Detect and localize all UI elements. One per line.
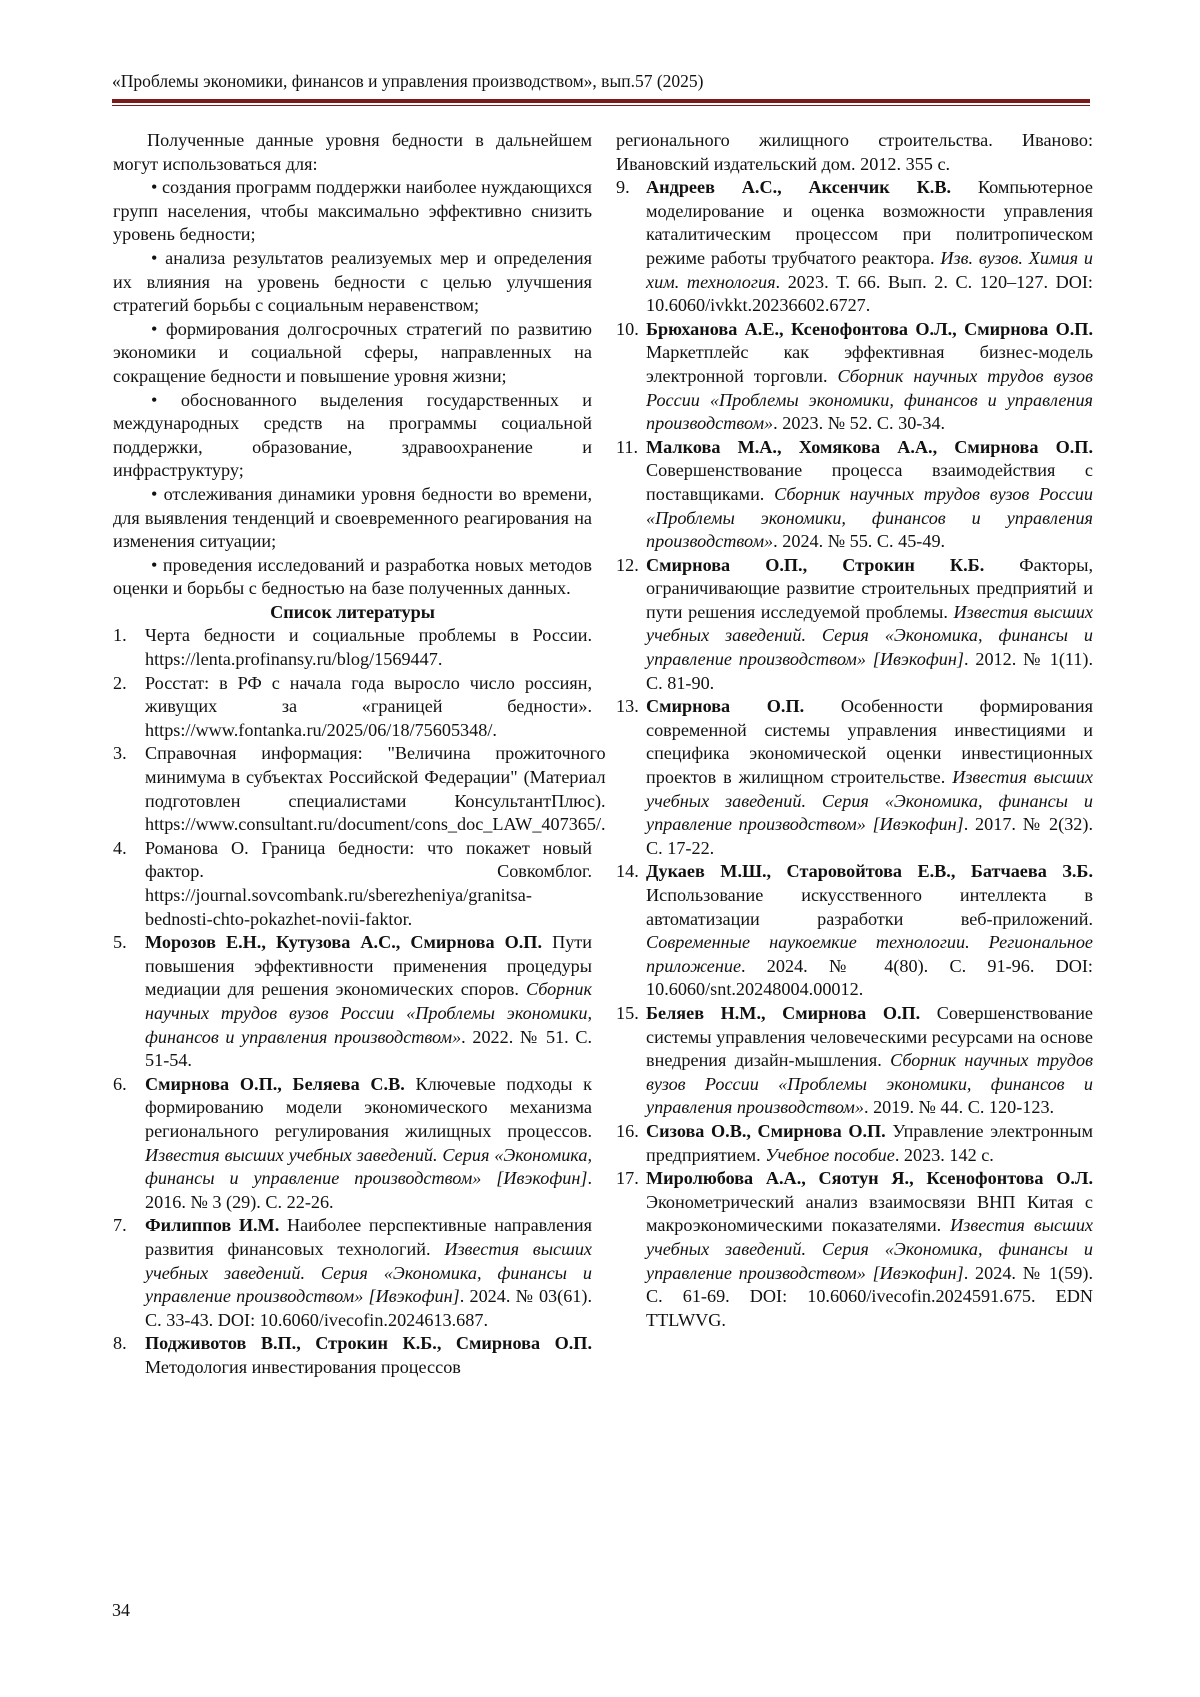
- reference-body: [143, 931, 592, 1073]
- reference-item: [113, 1214, 592, 1332]
- reference-authors: Миролюбова А.А., Сяотун Я., Ксенофонтова О.Л.: [646, 1168, 1093, 1189]
- reference-body: [143, 624, 592, 671]
- reference-source: Известия высших учебных заведений. Серия «Экономика, финансы и управление производством» [Ивэкофин]: [646, 601, 1093, 670]
- reference-body: [143, 1332, 592, 1379]
- reference-body: [646, 1120, 1093, 1167]
- reference-item: [113, 931, 592, 1073]
- reference-body: [646, 1167, 1093, 1332]
- reference-number: 11.: [616, 436, 639, 457]
- reference-tail: . 2016. № 3 (29). С. 22-26.: [145, 1168, 592, 1212]
- reference-text: Эконометрический анализ взаимосвязи ВНП Китая с макроэкономическими показателями.: [646, 1191, 1093, 1236]
- reference-authors: Дукаев М.Ш., Старовойтова Е.В., Батчаева З.Б.: [646, 861, 1093, 882]
- reference-item: [616, 695, 1093, 860]
- reference-tail: . 2023. № 52. С. 30-34.: [773, 413, 946, 434]
- reference-authors: Смирнова О.П.: [646, 696, 805, 717]
- reference-number: 1.: [113, 625, 127, 646]
- reference-text: Пути повышения эффективности применения процедуры медиации для решения экономических споров.: [145, 932, 592, 1000]
- reference-number: 10.: [616, 318, 639, 339]
- reference-authors: Брюханова А.Е., Ксенофонтова О.Л., Смирнова О.П.: [646, 318, 1093, 339]
- reference-source: Учебное пособие: [765, 1144, 895, 1165]
- reference-tail: . 2022. № 51. С. 51-54.: [145, 1026, 593, 1071]
- reference-authors: Андреев А.С., Аксенчик К.В.: [646, 177, 952, 198]
- reference-tail: . 2012. № 1(11). С. 81-90.: [646, 649, 1093, 693]
- reference-source: Известия высших учебных заведений. Серия «Экономика, финансы и управление производством» [Ивэкофин]: [145, 1144, 592, 1189]
- reference-body: [143, 837, 592, 931]
- bullet-item: • проведения исследований и разработка новых методов оценки и борьбы с бедностью на базе полученных данных.: [113, 554, 592, 599]
- reference-authors: Малкова М.А., Хомякова А.А., Смирнова О.П.: [646, 436, 1093, 457]
- reference-number: 9.: [616, 177, 630, 198]
- reference-body: [143, 672, 592, 743]
- reference-text: Использование искусственного интеллекта в автоматизации разработки веб-приложений.: [646, 885, 1093, 929]
- reference-text: Справочная информация: "Величина прожиточного минимума в субъектах Российской Федерации" (Материал подготовлен специалистами КонсультантПлюс). https://www.consultant.ru/document/cons_doc_LAW_407365/.: [145, 743, 606, 835]
- reference-number: 5.: [113, 932, 127, 953]
- reference-number: 8.: [113, 1333, 127, 1354]
- reference-item: [616, 1167, 1093, 1332]
- reference-number: 16.: [616, 1120, 639, 1141]
- reference-item: [113, 742, 606, 836]
- reference-text: Ключевые подходы к формированию модели экономического механизма регионального регулирования жилищных процессов.: [145, 1073, 592, 1141]
- reference-source: Известия высших учебных заведений. Серия «Экономика, финансы и управление производством» [Ивэкофин]: [646, 767, 1093, 835]
- bullet-item: • обоснованного выделения государственных и международных средств на программы социальной поддержки, образование, здравоохранение и инфраструктуру;: [113, 389, 592, 481]
- reference-item: [113, 672, 592, 743]
- running-head: «Проблемы экономики, финансов и управления производством», вып.57 (2025): [112, 71, 704, 91]
- reference-text: Методология инвестирования процессов: [145, 1356, 461, 1377]
- reference-tail: . 2024. № 4(80). С. 91-96. DOI: 10.6060/snt.20248004.00012.: [646, 955, 1093, 1000]
- bullet-item: • формирования долгосрочных стратегий по развитию экономики и социальной сферы, направленных на сокращение бедности и повышение уровня жизни;: [113, 318, 592, 386]
- reference-source: Известия высших учебных заведений. Серия «Экономика, финансы и управление производством» [Ивэкофин]: [145, 1238, 592, 1307]
- header-rule-thin: [112, 105, 1090, 106]
- reference-body: [646, 695, 1093, 860]
- reference-tail: . 2024. № 03(61). С. 33-43. DOI: 10.6060/ivecofin.2024613.687.: [145, 1286, 592, 1330]
- reference-body: [646, 318, 1093, 436]
- reference-text: Черта бедности и социальные проблемы в России. https://lenta.profinansy.ru/blog/1569447.: [145, 625, 592, 670]
- reference-body: [646, 554, 1093, 696]
- reference-number: 13.: [616, 696, 639, 717]
- reference-body: [143, 1073, 592, 1215]
- references-list-right: [616, 176, 1093, 1332]
- reference-item: [616, 176, 1093, 318]
- reference-number: 14.: [616, 861, 639, 882]
- reference-source: Известия высших учебных заведений. Серия «Экономика, финансы и управление производством» [Ивэкофин]: [646, 1215, 1093, 1283]
- reference-number: 4.: [113, 837, 127, 858]
- reference-body: [646, 176, 1093, 318]
- reference-tail: . 2019. № 44. С. 120-123.: [863, 1097, 1055, 1118]
- reference-item: [616, 554, 1093, 696]
- bullet-item: • создания программ поддержки наиболее нуждающихся групп населения, чтобы максимально эффективно снизить уровень бедности;: [113, 177, 592, 245]
- reference-authors: Беляев Н.М., Смирнова О.П.: [646, 1002, 921, 1023]
- reference-item: [113, 1073, 592, 1215]
- reference-source: Сборник научных трудов вузов России «Проблемы экономики, финансов и управления производством»: [646, 365, 1094, 434]
- reference-tail: . 2023. 142 с.: [894, 1144, 994, 1165]
- reference-text: Факторы, ограничивающие развитие строительных предприятий и пути решения исследуемой проблемы.: [646, 554, 1094, 622]
- reference-item: [113, 624, 592, 671]
- reference-text: Совершенствование процесса взаимодействия с поставщиками.: [646, 460, 1093, 504]
- bullet-item: • отслеживания динамики уровня бедности во времени, для выявления тенденций и своевременного реагирования на изменения ситуации;: [113, 483, 592, 552]
- reference-text: Росстат: в РФ с начала года выросло число россиян, живущих за «границей бедности». https://www.fontanka.ru/2025/06/18/75605348/.: [145, 672, 592, 740]
- reference-item: [616, 1120, 1093, 1167]
- reference-item: [616, 860, 1093, 1002]
- reference-source: Современные наукоемкие технологии. Региональное приложение: [646, 932, 1093, 976]
- reference-authors: Морозов Е.Н., Кутузова А.С., Смирнова О.П.: [145, 932, 542, 953]
- reference-text: Совершенствование системы управления человеческими ресурсами на основе внедрения дизайн-мышления.: [646, 1002, 1093, 1071]
- reference-number: 6.: [113, 1073, 127, 1094]
- references-list-left: [113, 624, 606, 1379]
- reference-body: [143, 742, 606, 836]
- reference-text: Маркетплейс как эффективная бизнес-модель электронной торговли.: [646, 342, 1093, 386]
- reference-number: 3.: [113, 743, 127, 764]
- intro-paragraph: Полученные данные уровня бедности в дальнейшем могут использоваться для:: [113, 130, 592, 174]
- bullet-item: • анализа результатов реализуемых мер и определения их влияния на уровень бедности с целью улучшения стратегий борьбы с социальным неравенством;: [113, 247, 592, 316]
- reference-item: [113, 837, 592, 931]
- reference-body: [646, 1002, 1093, 1120]
- references-heading: Список литературы: [270, 601, 435, 622]
- reference-continuation: регионального жилищного строительства. Иваново: Ивановский издательский дом. 2012. 355 с.: [616, 130, 1093, 174]
- reference-tail: . 2023. Т. 66. Вып. 2. С. 120–127. DOI: 10.6060/ivkkt.20236602.6727.: [646, 271, 1093, 316]
- reference-tail: . 2024. № 55. С. 45-49.: [773, 531, 946, 552]
- reference-text: Особенности формирования современной системы управления инвестициями и специфика экономической оценки инвестиционных проектов в жилищном строительстве.: [646, 696, 1093, 788]
- reference-text: Наиболее перспективные направления развития финансовых технологий.: [145, 1215, 592, 1259]
- reference-authors: Сизова О.В., Смирнова О.П.: [646, 1120, 886, 1141]
- reference-body: [646, 436, 1093, 554]
- left-column: [113, 129, 606, 1379]
- reference-text: Романова О. Граница бедности: что покажет новый фактор. Совкомблог. https://journal.sovcombank.ru/sberezheniya/granitsa-bednosti-chto-pokazhet-novii-faktor.: [145, 837, 592, 929]
- reference-number: 2.: [113, 672, 127, 693]
- reference-number: 12.: [616, 554, 639, 575]
- reference-number: 7.: [113, 1215, 127, 1236]
- reference-item: [616, 318, 1093, 436]
- reference-number: 17.: [616, 1168, 639, 1189]
- reference-tail: . 2017. № 2(32). С. 17-22.: [646, 814, 1093, 858]
- reference-tail: . 2024. № 1(59). С. 61-69. DOI: 10.6060/ivecofin.2024591.675. EDN TTLWVG.: [646, 1262, 1093, 1330]
- reference-item: [113, 1332, 592, 1379]
- right-column: [616, 129, 1093, 1332]
- reference-number: 15.: [616, 1002, 639, 1023]
- reference-item: [616, 436, 1093, 554]
- reference-body: [143, 1214, 592, 1332]
- reference-authors: Филиппов И.М.: [145, 1215, 280, 1236]
- reference-authors: Подживотов В.П., Строкин К.Б., Смирнова О.П.: [145, 1333, 592, 1354]
- reference-source: Сборник научных трудов вузов России «Проблемы экономики, финансов и управления производством»: [646, 483, 1093, 552]
- reference-text: Компьютерное моделирование и оценка возможности управления каталитическим процессом при политропическом режиме работы трубчатого реактора.: [646, 177, 1093, 268]
- reference-source: Сборник научных трудов вузов России «Проблемы экономики, финансов и управления производством»: [646, 1050, 1093, 1118]
- reference-body: [646, 860, 1093, 1002]
- reference-source: Изв. вузов. Химия и хим. технология: [646, 247, 1093, 292]
- reference-authors: Смирнова О.П., Беляева С.В.: [145, 1073, 405, 1094]
- reference-text: Управление электронным предприятием.: [646, 1120, 1093, 1165]
- page-number: 34: [112, 1600, 130, 1620]
- reference-source: Сборник научных трудов вузов России «Проблемы экономики, финансов и управления производством»: [145, 979, 592, 1047]
- reference-item: [616, 1002, 1093, 1120]
- header-rule-thick: [112, 99, 1090, 103]
- reference-authors: Смирнова О.П., Строкин К.Б.: [646, 554, 985, 575]
